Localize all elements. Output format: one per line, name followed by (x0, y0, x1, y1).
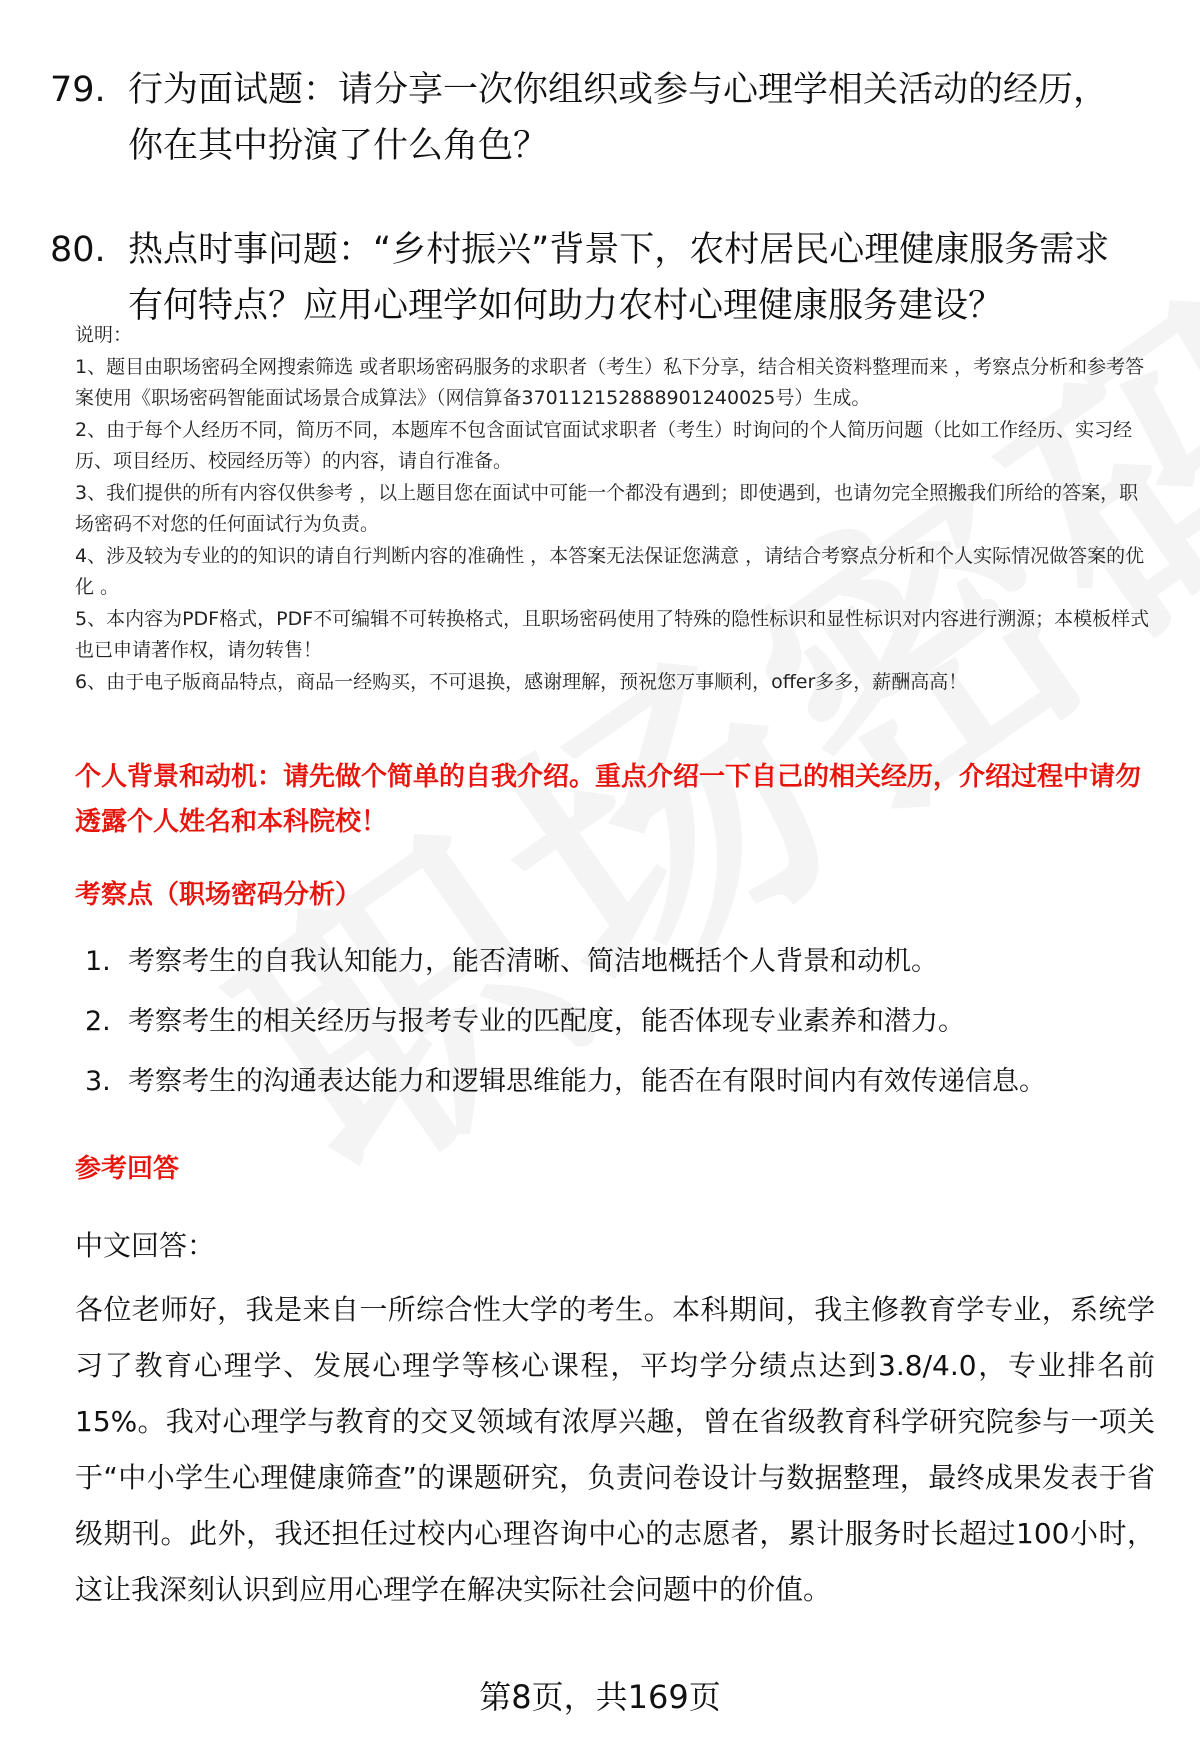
question-number: 79. (50, 70, 106, 110)
analysis-heading: 考察点（职场密码分析） (75, 880, 362, 910)
question-item (50, 62, 1150, 174)
answer-heading: 参考回答 (75, 1154, 180, 1184)
question-text: 热点时事问题：“乡村振兴”背景下，农村居民心理健康服务需求有何特点？应用心理学如何助力农村心理健康服务建设？ (128, 230, 1110, 326)
question-number: 80. (50, 230, 106, 270)
page-footer: 第8页，共169页 (479, 1678, 721, 1716)
analysis-point (85, 942, 1165, 982)
point-text: 考察考生的沟通表达能力和逻辑思维能力，能否在有限时间内有效传递信息。 (128, 1066, 1046, 1097)
analysis-point (85, 1002, 1165, 1042)
point-number: 2. (85, 1006, 111, 1037)
note-item: 4、涉及较为专业的的知识的请自行判断内容的准确性 ，本答案无法保证您满意 ，请结合考察点分析和个人实际情况做答案的优化 。 (75, 544, 1145, 598)
point-number: 1. (85, 946, 111, 977)
point-text: 考察考生的自我认知能力，能否清晰、简洁地概括个人背景和动机。 (128, 946, 938, 977)
notes-title: 说明： (75, 324, 133, 346)
point-text: 考察考生的相关经历与报考专业的匹配度，能否体现专业素养和潜力。 (128, 1006, 965, 1037)
answer-label: 中文回答： (75, 1229, 216, 1262)
analysis-points (85, 942, 1165, 1122)
notes-section (75, 320, 1155, 698)
question-text: 行为面试题：请分享一次你组织或参与心理学相关活动的经历，你在其中扮演了什么角色？ (128, 70, 1109, 166)
note-item: 3、我们提供的所有内容仅供参考 ，以上题目您在面试中可能一个都没有遇到；即使遇到，也请勿完全照搬我们所给的答案，职场密码不对您的任何面试行为负责。 (75, 481, 1139, 535)
intro-question: 个人背景和动机：请先做个简单的自我介绍。重点介绍一下自己的相关经历，介绍过程中请勿透露个人姓名和本科院校！ (75, 762, 1142, 837)
note-item: 6、由于电子版商品特点，商品一经购买，不可退换，感谢理解，预祝您万事顺利，offer多多，薪酬高高！ (75, 670, 968, 693)
analysis-point (85, 1062, 1165, 1102)
answer-body: 各位老师好，我是来自一所综合性大学的考生。本科期间，我主修教育学专业，系统学习了教育心理学、发展心理学等核心课程，平均学分绩点达到3.8/4.0，专业排名前15%。我对心理学与教育的交叉领域有浓厚兴趣，曾在省级教育科学研究院参与一项关于“中小学生心理健康筛查”的课题研究，负责问卷设计与数据整理，最终成果发表于省级期刊。此外，我还担任过校内心理咨询中心的志愿者，累计服务时长超过100小时，这让我深刻认识到应用心理学在解决实际社会问题中的价值。 (75, 1293, 1155, 1606)
note-item: 5、本内容为PDF格式，PDF不可编辑不可转换格式，且职场密码使用了特殊的隐性标识和显性标识对内容进行溯源；本模板样式也已申请著作权，请勿转售！ (75, 607, 1150, 661)
note-item: 2、由于每个人经历不同，简历不同，本题库不包含面试官面试求职者（考生）时询问的个人简历问题（比如工作经历、实习经历、项目经历、校园经历等）的内容，请自行准备。 (75, 418, 1133, 472)
question-item (50, 222, 1150, 334)
note-item: 1、题目由职场密码全网搜索筛选 或者职场密码服务的求职者（考生）私下分享，结合相关资料整理而来 ，考察点分析和参考答案使用《职场密码智能面试场景合成算法》（网信算备370112152888901240025号）生成。 (75, 355, 1145, 409)
point-number: 3. (85, 1066, 111, 1097)
